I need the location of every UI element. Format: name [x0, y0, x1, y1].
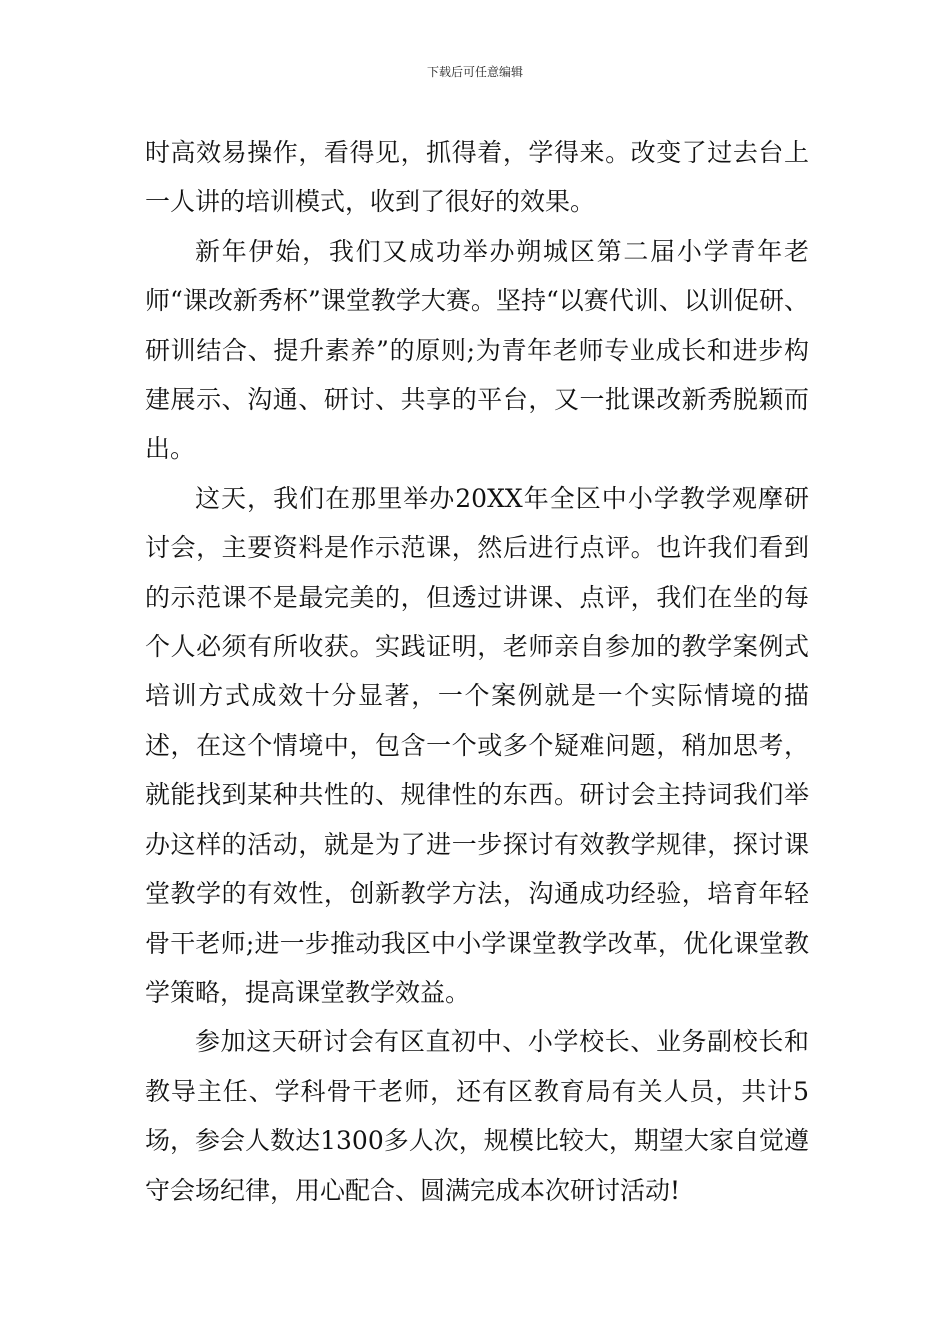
paragraph-2: 新年伊始，我们又成功举办朔城区第二届小学青年老师“课改新秀杯”课堂教学大赛。坚持“以赛代训、以训促研、研训结合、提升素养”的原则;为青年老师专业成长和进步构建展示、沟通、研讨、共享的平台，又一批课改新秀脱颖而出。 — [145, 236, 809, 464]
paragraph-3: 这天，我们在那里举办20XX年全区中小学教学观摩研讨会，主要资料是作示范课，然后进行点评。也许我们看到的示范课不是最完美的，但透过讲课、点评，我们在坐的每个人必须有所收获。实践证明，老师亲自参加的教学案例式培训方式成效十分显著，一个案例就是一个实际情境的描述，在这个情境中，包含一个或多个疑难问题，稍加思考，就能找到某种共性的、规律性的东西。研讨会主持词我们举办这样的活动，就是为了进一步探讨有效教学规律，探讨课堂教学的有效性，创新教学方法，沟通成功经验，培育年轻骨干老师;进一步推动我区中小学课堂教学改革，优化课堂教学策略，提高课堂教学效益。 — [145, 483, 809, 1007]
paragraph-1: 时高效易操作，看得见，抓得着，学得来。改变了过去台上一人讲的培训模式，收到了很好的效果。 — [145, 138, 809, 217]
document-body — [145, 128, 809, 1215]
page-header-note: 下载后可任意编辑 — [426, 65, 523, 79]
paragraph-4: 参加这天研讨会有区直初中、小学校长、业务副校长和教导主任、学科骨干老师，还有区教育局有关人员，共计5场，参会人数达1300多人次，规模比较大，期望大家自觉遵守会场纪律，用心配合、圆满完成本次研讨活动! — [145, 1027, 809, 1205]
